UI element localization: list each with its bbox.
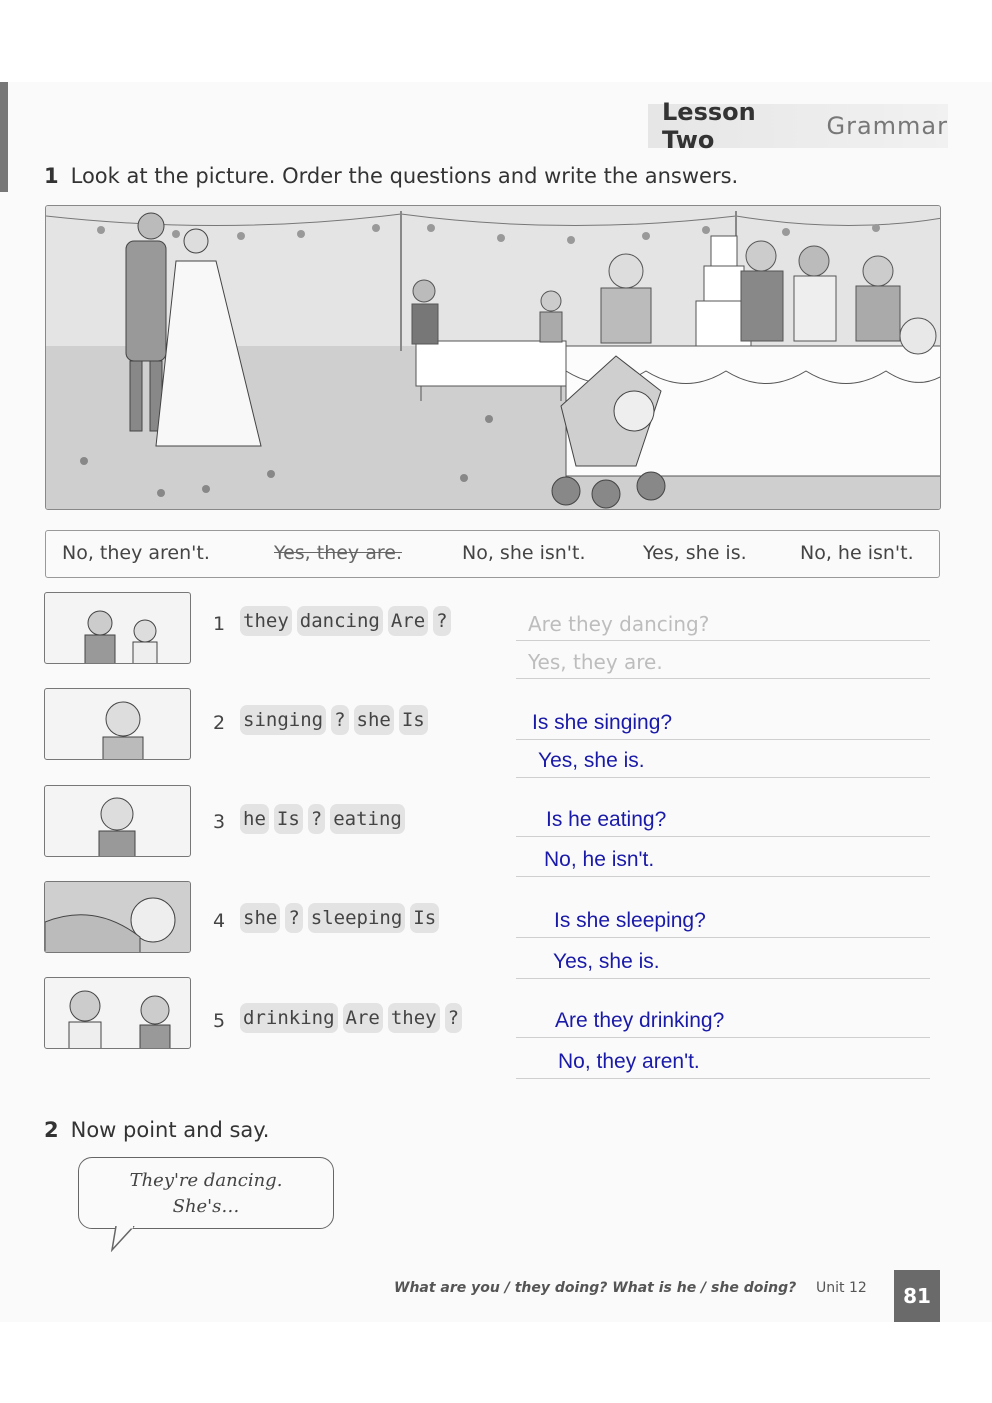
word-tile[interactable]: Is <box>410 903 439 933</box>
item-3-answer: No, he isn't. <box>544 848 655 871</box>
item-3-question-line[interactable] <box>516 796 930 837</box>
item-3-picture-grandfather <box>44 785 191 857</box>
item-2-answer-line[interactable] <box>516 737 930 778</box>
item-1-question-example: Are they dancing? <box>528 612 710 636</box>
lesson-header <box>648 98 948 154</box>
item-2-answer: Yes, she is. <box>538 749 645 772</box>
word-tile[interactable]: Are <box>388 606 428 636</box>
word-bank-option: Yes, she is. <box>643 542 747 564</box>
exercise-1-number: 1 <box>44 164 59 188</box>
word-tile[interactable]: drinking <box>240 1003 338 1033</box>
footer-unit: Unit 12 <box>816 1280 867 1296</box>
item-5-question-line[interactable] <box>516 997 930 1038</box>
item-3-answer-line[interactable] <box>516 836 930 877</box>
speech-bubble-line-1: They're dancing. <box>129 1170 283 1191</box>
item-1-picture-couple <box>44 592 191 664</box>
item-4-question-line[interactable] <box>516 897 930 938</box>
word-tile[interactable]: ? <box>433 606 450 636</box>
word-tile[interactable]: sleeping <box>308 903 406 933</box>
item-3-number: 3 <box>213 811 226 833</box>
item-5-number: 5 <box>213 1010 226 1032</box>
word-tile[interactable]: ? <box>445 1003 462 1033</box>
item-1-answer-example: Yes, they are. <box>528 650 663 674</box>
item-2-picture-grandmother <box>44 688 191 760</box>
word-tile[interactable]: ? <box>308 804 325 834</box>
exercise-1-heading <box>44 164 738 188</box>
speech-bubble-line-2: She's… <box>172 1196 240 1217</box>
item-1-question-line[interactable] <box>516 600 930 641</box>
exercise-2-instruction: Now point and say. <box>70 1118 270 1142</box>
item-1-answer-line[interactable] <box>516 638 930 679</box>
lesson-title: Lesson Two <box>662 98 756 154</box>
item-5-question: Are they drinking? <box>555 1009 725 1032</box>
word-tile[interactable]: singing <box>240 705 326 735</box>
word-tile[interactable]: they <box>240 606 292 636</box>
wedding-scene-illustration <box>45 205 941 510</box>
word-tile[interactable]: dancing <box>297 606 383 636</box>
speech-bubble-tail <box>108 1226 148 1252</box>
item-1-number: 1 <box>213 613 226 635</box>
word-tile[interactable]: Is <box>399 705 428 735</box>
item-2-word-tiles <box>240 705 428 735</box>
footer-question-text: What are you / they doing? What is he / she doing? <box>394 1280 797 1296</box>
item-4-picture-baby <box>44 881 191 953</box>
item-3-question: Is he eating? <box>546 808 667 831</box>
item-1-word-tiles <box>240 606 451 636</box>
word-tile[interactable]: Is <box>274 804 303 834</box>
exercise-1-instruction: Look at the picture. Order the questions and write the answers. <box>70 164 739 188</box>
item-4-answer: Yes, she is. <box>553 950 660 973</box>
item-4-word-tiles <box>240 903 439 933</box>
lesson-subtitle: Grammar <box>826 112 948 140</box>
item-2-question-line[interactable] <box>516 699 930 740</box>
exercise-2-number: 2 <box>44 1118 59 1142</box>
item-4-answer-line[interactable] <box>516 938 930 979</box>
item-5-word-tiles <box>240 1003 462 1033</box>
item-5-answer-line[interactable] <box>516 1038 930 1079</box>
word-bank-option: No, he isn't. <box>800 542 914 564</box>
item-3-word-tiles <box>240 804 405 834</box>
word-tile[interactable]: ? <box>331 705 348 735</box>
word-tile[interactable]: she <box>354 705 394 735</box>
word-tile[interactable]: eating <box>330 804 405 834</box>
speech-bubble-text <box>78 1168 334 1220</box>
page-spine <box>0 82 8 192</box>
page-number: 81 <box>894 1270 940 1322</box>
word-bank-option: No, they aren't. <box>62 542 210 564</box>
item-4-question: Is she sleeping? <box>554 909 706 932</box>
word-tile[interactable]: ? <box>285 903 302 933</box>
item-2-question: Is she singing? <box>532 711 673 734</box>
word-tile[interactable]: Are <box>343 1003 383 1033</box>
word-tile[interactable]: she <box>240 903 280 933</box>
item-2-number: 2 <box>213 712 226 734</box>
word-bank-option: No, she isn't. <box>462 542 586 564</box>
word-tile[interactable]: he <box>240 804 269 834</box>
answer-word-bank <box>45 530 940 578</box>
exercise-2-heading <box>44 1118 269 1142</box>
item-5-answer: No, they aren't. <box>558 1050 700 1073</box>
word-tile[interactable]: they <box>388 1003 440 1033</box>
word-bank-option-used: Yes, they are. <box>274 542 402 564</box>
item-4-number: 4 <box>213 910 226 932</box>
item-5-picture-two-men <box>44 977 191 1049</box>
